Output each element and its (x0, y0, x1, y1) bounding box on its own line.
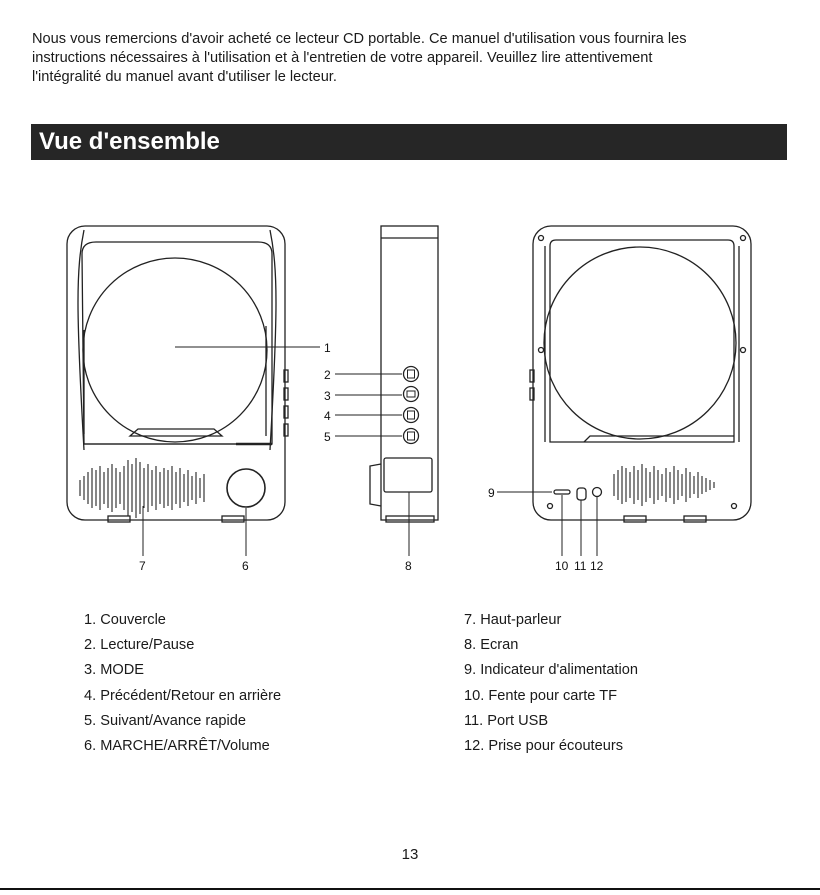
legend-item: 6. MARCHE/ARRÊT/Volume (84, 738, 270, 755)
callout-label: 7 (139, 559, 146, 573)
section-title: Vue d'ensemble (39, 128, 220, 155)
callout-label: 5 (324, 430, 331, 444)
legend-item: 4. Précédent/Retour en arrière (84, 687, 282, 704)
legend-item: 3. MODE (84, 662, 145, 679)
side-button-previous (404, 408, 419, 423)
legend-item: 2. Lecture/Pause (84, 637, 195, 654)
legend-item: 12. Prise pour écouteurs (464, 738, 623, 755)
legend-item: 7. Haut-parleur (464, 612, 562, 628)
page-number: 13 (401, 846, 419, 863)
legend-item: 1. Couvercle (84, 612, 166, 628)
section-header (31, 124, 787, 160)
callout-label: 12 (590, 559, 604, 573)
intro-line: Nous vous remercions d'avoir acheté ce lecteur CD portable. Ce manuel d'utilisation vous fournira les (32, 31, 687, 47)
callout-label: 1 (324, 341, 331, 355)
legend-item: 9. Indicateur d'alimentation (464, 662, 638, 679)
callout-label: 3 (324, 389, 331, 403)
callout-label: 11 (574, 559, 587, 573)
leader-lines (143, 347, 597, 556)
legend-item: 8. Ecran (464, 637, 519, 654)
legend-item: 5. Suivant/Avance rapide (84, 712, 246, 729)
callout-label: 6 (242, 559, 249, 573)
callout-label: 4 (324, 409, 331, 423)
callout-label: 2 (324, 368, 331, 382)
intro-line: instructions nécessaires à l'utilisation et à l'entretien de votre appareil. Veuillez lire attentivement (32, 50, 653, 66)
legend-item: 11. Port USB (464, 712, 549, 729)
intro-paragraph (32, 30, 792, 87)
product-diagram (0, 210, 820, 590)
side-button-mode (404, 387, 419, 402)
page-bottom-rule (0, 888, 820, 890)
callout-label: 8 (405, 559, 412, 573)
callout-label: 10 (555, 559, 569, 573)
side-button-play (404, 367, 419, 382)
intro-line: l'intégralité du manuel avant d'utiliser le lecteur. (32, 69, 337, 85)
front-view-illustration (67, 226, 288, 522)
legend-left-column (84, 608, 281, 759)
front-speaker-grille (80, 458, 204, 518)
back-view-illustration (530, 226, 751, 522)
legend-item: 10. Fente pour carte TF (464, 687, 618, 704)
side-button-next (404, 429, 419, 444)
back-speaker-grille (614, 464, 714, 506)
legend-right-column (464, 608, 638, 759)
callout-label: 9 (488, 486, 495, 500)
